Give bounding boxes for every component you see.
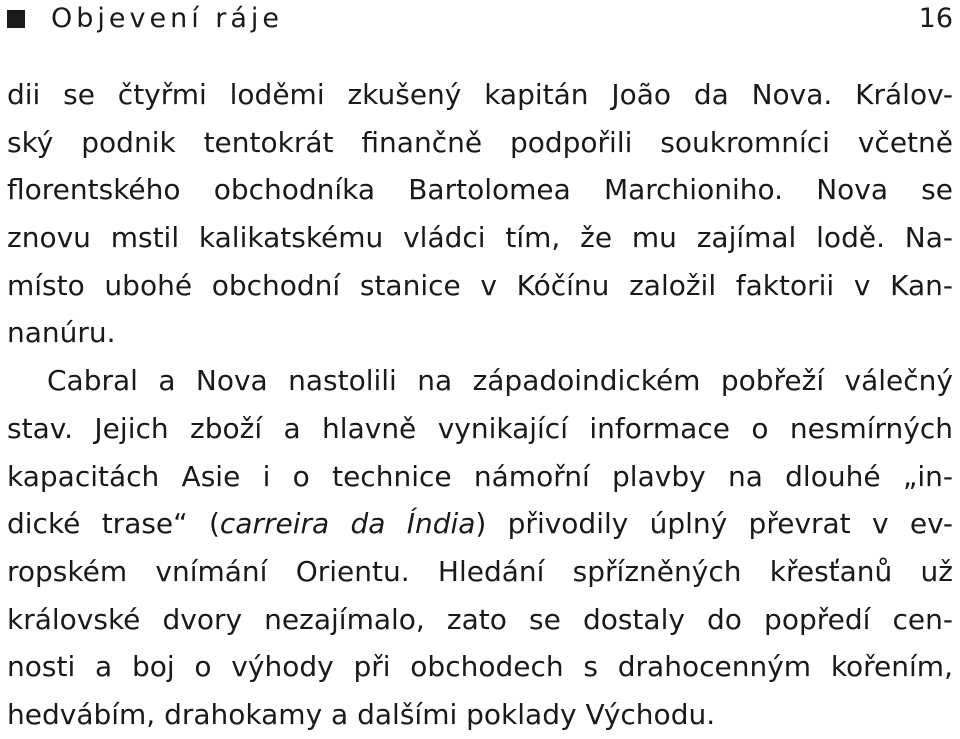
chapter-title: Objevení ráje	[51, 3, 284, 34]
text-line: Cabral a Nova nastolili na západoindickém pobřeží válečný	[47, 364, 953, 398]
page-number: 16	[918, 3, 953, 34]
text-segment: dické trase“ (	[7, 507, 220, 541]
text-line: hedvábím, drahokamy a dalšími poklady Východu.	[7, 697, 716, 731]
text-line: místo ubohé obchodní stanice v Kóčínu založil faktorii v Kan-	[7, 268, 953, 302]
text-line	[7, 500, 953, 548]
text-line: znovu mstil kalikatskému vládci tím, že mu zajímal lodě. Na-	[7, 221, 953, 255]
text-line: královské dvory nezajímalo, zato se dostaly do popředí cen-	[7, 602, 953, 636]
text-line: nosti a boj o výhody při obchodech s drahocenným kořením,	[7, 650, 953, 684]
text-segment: ) přivodily úplný převrat v ev-	[475, 507, 953, 541]
text-line: ropském vnímání Orientu. Hledání spřízněných křesťanů už	[7, 554, 953, 588]
text-line: nanúru.	[7, 316, 116, 350]
text-line: dii se čtyřmi loděmi zkušený kapitán João da Nova. Králov-	[7, 78, 953, 111]
text-line: ský podnik tentokrát finančně podpořili soukromníci včetně	[7, 125, 953, 159]
text-line: stav. Jejich zboží a hlavně vynikající informace o nesmírných	[7, 411, 953, 445]
italic-term: carreira da Índia	[219, 507, 476, 541]
body-text	[7, 71, 953, 739]
text-line: florentského obchodníka Bartolomea Marchioniho. Nova se	[7, 173, 953, 207]
text-line: kapacitách Asie i o technice námořní plavby na dlouhé „in-	[7, 459, 953, 493]
running-header	[7, 0, 953, 40]
square-bullet-icon	[7, 10, 25, 28]
